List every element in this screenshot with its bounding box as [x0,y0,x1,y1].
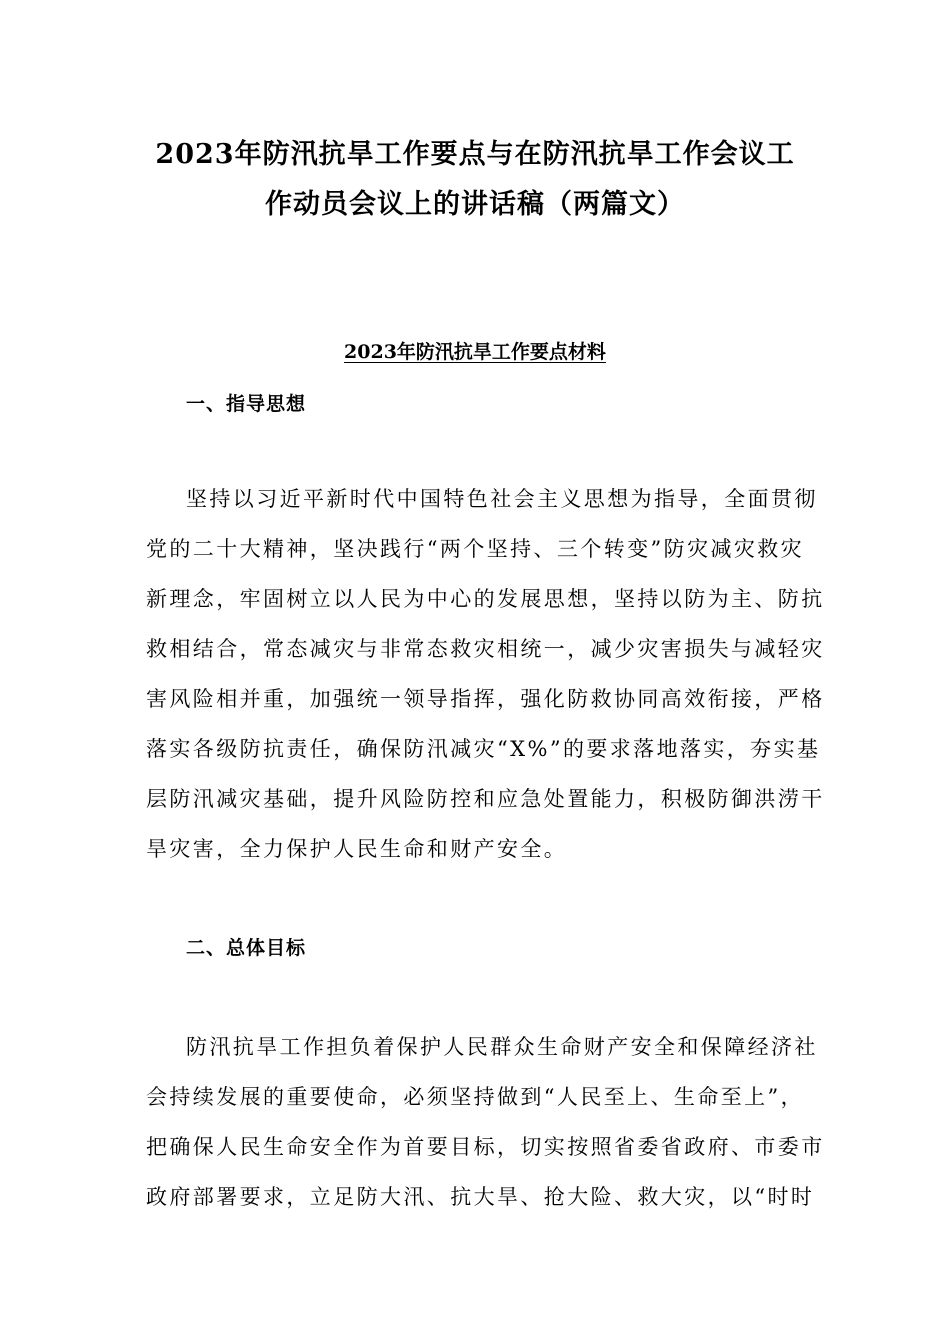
document-title-line-2: 作动员会议上的讲话稿（两篇文） [265,189,685,220]
paragraph-line: 党的二十大精神，坚决践行“两个坚持、三个转变”防灾减灾救灾 [146,537,805,561]
paragraph-line: 会持续发展的重要使命，必须坚持做到“人民至上、生命至上”， [146,1085,805,1109]
paragraph-line: 旱灾害，全力保护人民生命和财产安全。 [146,837,568,861]
document-subtitle [0,337,950,364]
document-subtitle-text: 2023年防汛抗旱工作要点材料 [344,341,606,363]
paragraph-line: 防汛抗旱工作担负着保护人民群众生命财产安全和保障经济社 [186,1035,818,1059]
paragraph-line: 害风险相并重，加强统一领导指挥，强化防救协同高效衔接，严格 [146,687,825,711]
document-title-line-1: 2023年防汛抗旱工作要点与在防汛抗旱工作会议工 [155,139,795,170]
paragraph-line: 救相结合，常态减灾与非常态救灾相统一，减少灾害损失与减轻灾 [146,637,825,661]
section-paragraph-guiding-ideology [146,474,825,874]
paragraph-line: 把确保人民生命安全作为首要目标，切实按照省委省政府、市委市 [146,1135,825,1159]
paragraph-line: 政府部署要求，立足防大汛、抗大旱、抢大险、救大灾，以“时时 [146,1185,815,1209]
section-heading-overall-goals: 二、总体目标 [186,937,307,959]
paragraph-line: 落实各级防抗责任，确保防汛减灾“X%”的要求落地落实，夯实基 [146,737,821,761]
section-paragraph-overall-goals [146,1022,825,1222]
paragraph-line: 新理念，牢固树立以人民为中心的发展思想，坚持以防为主、防抗 [146,587,825,611]
section-heading-guiding-ideology: 一、指导思想 [186,393,307,415]
paragraph-line: 层防汛减灾基础，提升风险防控和应急处置能力，积极防御洪涝干 [146,787,825,811]
paragraph-line: 坚持以习近平新时代中国特色社会主义思想为指导，全面贯彻 [186,487,818,511]
